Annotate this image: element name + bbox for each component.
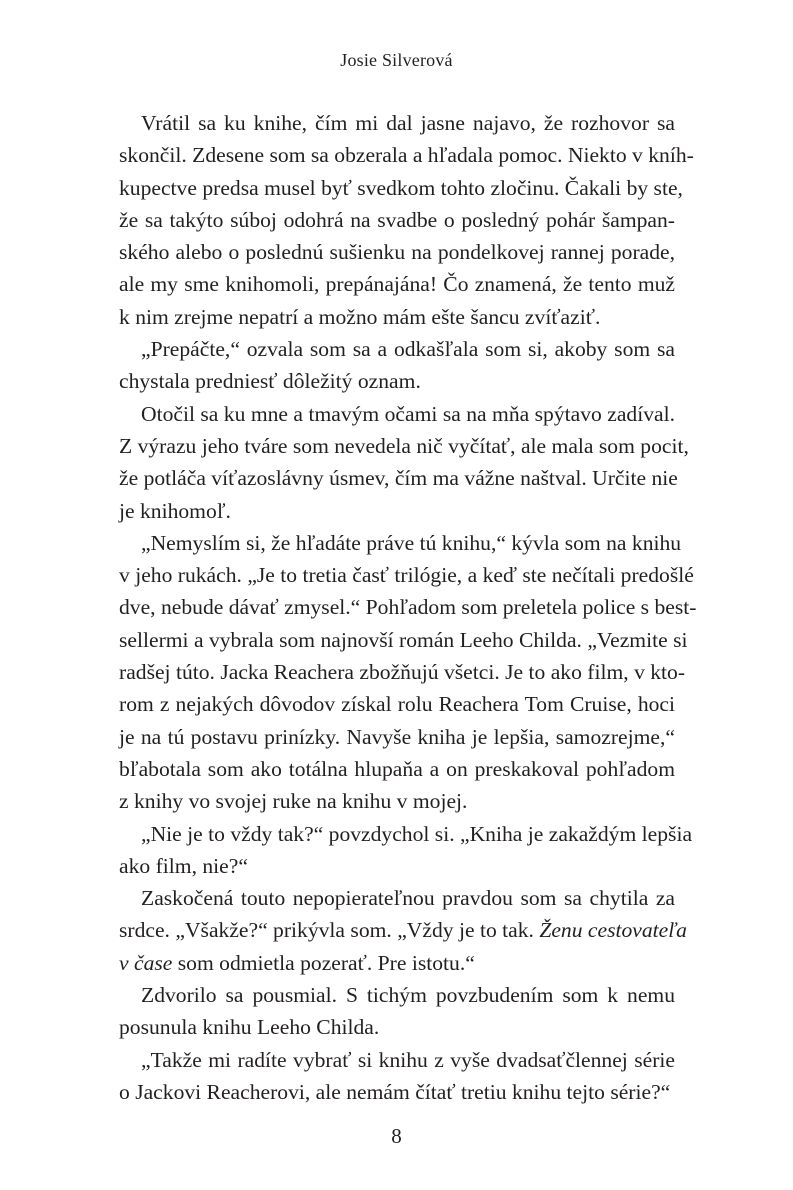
body-text <box>119 107 697 1108</box>
text-line: dve, nebude dávať zmysel.“ Pohľadom som preletela police s best- <box>119 595 697 620</box>
book-title-italic: Ženu cestovateľa <box>539 918 687 943</box>
text-line: je na tú postavu prinízky. Navyše kniha je lepšia, samozrejme,“ <box>119 724 675 749</box>
text-line: „Prepáčte,“ ozvala som sa a odkašľala som si, akoby som sa <box>141 337 675 362</box>
running-header: Josie Silverová <box>340 50 453 70</box>
book-title-italic: v čase <box>119 950 173 975</box>
text-line: k nim zrejme nepatrí a možno mám ešte šancu zvíťaziť. <box>119 304 601 329</box>
text-line: bľabotala som ako totálna hlupaňa a on preskakoval pohľadom <box>119 756 675 781</box>
text-line: „Nie je to vždy tak?“ povzdychol si. „Kniha je zakaždým lepšia <box>141 821 693 846</box>
text-line: „Takže mi radíte vybrať si knihu z vyše dvadsaťčlennej série <box>141 1047 675 1072</box>
text-line: že potláča víťazoslávny úsmev, čím ma vážne naštval. Určite nie <box>119 466 678 491</box>
text-line: je knihomoľ. <box>119 498 231 523</box>
text-line: rom z nejakých dôvodov získal rolu Reachera Tom Cruise, hoci <box>119 692 675 717</box>
text-line: Z výrazu jeho tváre som nevedela nič vyčítať, ale mala som pocit, <box>119 433 689 458</box>
text-line: z knihy vo svojej ruke na knihu v mojej. <box>119 789 468 814</box>
text-line: Zaskočená touto nepopierateľnou pravdou som sa chytila za <box>141 886 675 911</box>
text-line: Zdvorilo sa pousmial. S tichým povzbudením som k nemu <box>141 983 675 1008</box>
text-line: Vrátil sa ku knihe, čím mi dal jasne najavo, že rozhovor sa <box>141 111 675 135</box>
text-line: Otočil sa ku mne a tmavým očami sa na mňa spýtavo zadíval. <box>141 401 675 426</box>
text-line: posunula knihu Leeho Childa. <box>119 1015 380 1040</box>
text-line: že sa takýto súboj odohrá na svadbe o posledný pohár šampan- <box>119 207 675 232</box>
text-line: skončil. Zdesene som sa obzerala a hľadala pomoc. Niekto v kníh- <box>119 143 694 168</box>
text-line: v jeho rukách. „Je to tretia časť trilógie, a keď ste nečítali predošlé <box>119 563 694 588</box>
text-line: radšej túto. Jacka Reachera zbožňujú všetci. Je to ako film, v kto- <box>119 660 686 685</box>
text-line: sellermi a vybrala som najnovší román Leeho Childa. „Vezmite si <box>119 627 688 652</box>
text-line: chystala predniesť dôležitý oznam. <box>119 369 421 394</box>
text-line: ale my sme knihomoli, prepánajána! Čo znamená, že tento muž <box>119 272 675 297</box>
text-line: „Nemyslím si, že hľadáte práve tú knihu,“ kývla som na knihu <box>141 530 682 555</box>
text-line: o Jackovi Reacherovi, ale nemám čítať tretiu knihu tejto série?“ <box>119 1079 671 1104</box>
text-line: ako film, nie?“ <box>119 853 248 878</box>
page-number: 8 <box>391 1124 402 1148</box>
text-line: ského alebo o poslednú sušienku na pondelkovej rannej porade, <box>119 240 675 265</box>
text-line: srdce. „Všakže?“ prikývla som. „Vždy je to tak. Ženu cestovateľa <box>119 918 687 943</box>
text-line: v čase som odmietla pozerať. Pre istotu.“ <box>119 950 475 975</box>
text-line: kupectve predsa musel byť svedkom tohto zločinu. Čakali by ste, <box>119 175 683 200</box>
